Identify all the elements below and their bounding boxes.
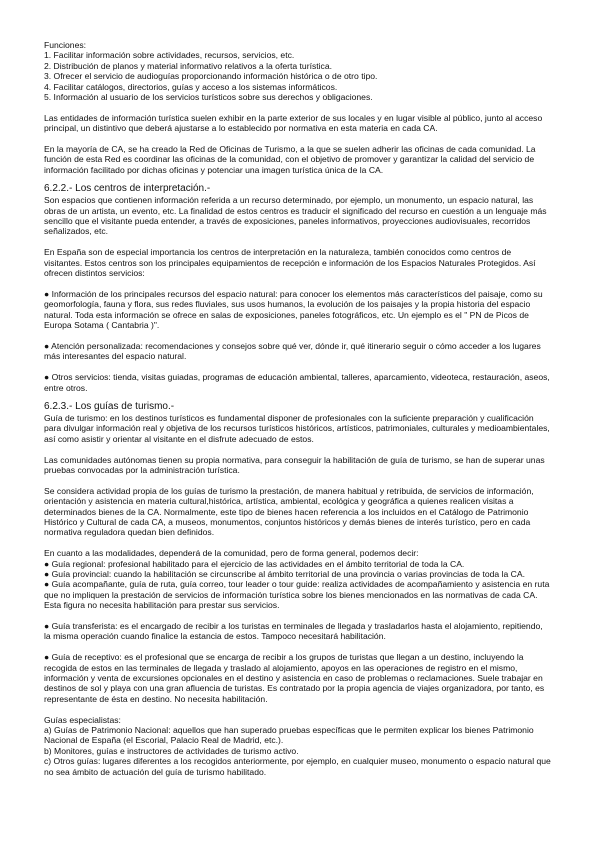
text-line: función de esta Red es coordinar las oficinas de la comunidad, con el objetivo de promover y garantizar la calidad del servicio de	[44, 154, 535, 165]
text-line: sencillo que el visitante pueda entender, a través de exposiciones, paneles informativos, proyecciones audiovisuales, recorridos	[44, 216, 531, 227]
section-heading-622: 6.2.2.- Los centros de interpretación.-	[44, 183, 211, 195]
text-line: Las comunidades autónomas tienen su propia normativa, para conseguir la habilitación de guía de turismo, se han de superar unas	[44, 454, 545, 465]
text-line: entre otros.	[44, 382, 88, 393]
funciones-block	[44, 40, 574, 102]
text-line: recogida de estos en las terminales de llegada y traslado al alojamiento, apoyos en las operaciones de registro en el mismo,	[44, 662, 518, 673]
list-item: 5. Información al usuario de los servicios turísticos sobre sus derechos y obligaciones.	[44, 92, 373, 103]
paragraph-centros-intro	[44, 195, 574, 237]
text-line: ofrecen distintos servicios:	[44, 268, 145, 279]
text-line: Esta figura no necesita habilitación para prestar sus servicios.	[44, 600, 280, 611]
text-line: Europa Sotama ( Cantabria )".	[44, 320, 160, 331]
text-line: b) Monitores, guías e instructores de actividades de turismo activo.	[44, 745, 299, 756]
text-line: destinos de sol y playa con una gran afluencia de turistas. Es contratado por la propia agencia de viajes organizadora, por tanto, es	[44, 683, 545, 694]
paragraph-modalidades	[44, 548, 574, 610]
text-line: En cuanto a las modalidades, dependerá de la comunidad, pero de forma general, podemos decir:	[44, 548, 419, 559]
text-line: determinados bienes de la CA. Normalmente, este tipo de bienes hacen referencia a los incluidos en el Catálogo de Patrimonio	[44, 506, 529, 517]
paragraph-especialistas	[44, 715, 574, 777]
text-line: información facilitado por dichas oficinas y potenciar una imagen turística única de la CA.	[44, 164, 384, 175]
text-line: Las entidades de información turística suelen exhibir en la parte exterior de sus locales y en lugar visible al público, junto al acceso	[44, 112, 543, 123]
paragraph-comunidades	[44, 455, 574, 476]
list-item: 1. Facilitar información sobre actividades, recursos, servicios, etc.	[44, 50, 295, 61]
text-line: no sea ámbito de actuación del guía de turismo habilitado.	[44, 766, 267, 777]
paragraph-espana	[44, 247, 574, 278]
text-line: ● Guía transferista: es el encargado de recibir a los turistas en terminales de llegada y trasladarlos hasta el alojamiento, repitiendo,	[44, 620, 543, 631]
section-heading-623: 6.2.3.- Los guías de turismo.-	[44, 400, 175, 412]
text-line: señalizados, etc.	[44, 226, 109, 237]
text-line: geomorfología, fauna y flora, sus redes fluviales, sus usos humanos, la evolución de los paisajes y la propia historia del espacio	[44, 299, 531, 310]
text-line: la misma operación cuando finalice la estancia de estos. Tampoco necesitará habilitación.	[44, 631, 386, 642]
text-line: ● Guía de receptivo: es el profesional que se encarga de recibir a los grupos de turistas que llegan a un destino, incluyendo la	[44, 652, 524, 663]
text-line: ● Guía acompañante, guía de ruta, guía correo, tour leader o tour guide: realiza actividades de acompañamiento y asistencia en ruta	[44, 579, 550, 590]
paragraph-guias-intro	[44, 413, 574, 444]
bullet-otros	[44, 372, 574, 393]
list-item: 4. Facilitar catálogos, directorios, guías y acceso a los sistemas informáticos.	[44, 81, 338, 92]
text-line: pruebas convocadas por la administración turística.	[44, 464, 240, 475]
text-line: que no impliquen la prestación de servicios de información turística sobre los bienes mencionados en las normativas de cada CA.	[44, 589, 538, 600]
text-line: Son espacios que contienen información referida a un recurso determinado, por ejemplo, un monumento, un espacio natural, las	[44, 195, 534, 206]
text-line: Guía de turismo: en los destinos turísticos es fundamental disponer de profesionales con la suficiente preparación y cualificación	[44, 412, 534, 423]
text-line: natural. Toda esta información se ofrece en salas de exposiciones, paneles fotográficos, etc. Un ejemplo es el " PN de Picos de	[44, 309, 529, 320]
text-line: información y venta de excursiones opcionales en el destino y asistencia en caso de problemas o reclamaciones. Suele trabajar en	[44, 672, 543, 683]
document-page	[44, 40, 574, 777]
text-line: más interesantes del espacio natural.	[44, 351, 187, 362]
text-line: ● Otros servicios: tienda, visitas guiadas, programas de educación ambiental, talleres, aparcamiento, videoteca, restauración, aseos,	[44, 372, 550, 383]
text-line: a) Guías de Patrimonio Nacional: aquellos que han superado pruebas específicas que le permiten explicar los bienes Patrimonio	[44, 725, 534, 735]
text-line: c) Otros guías: lugares diferentes a los recogidos anteriormente, por ejemplo, en cualquier museo, monumento o espacio natural que	[44, 756, 551, 767]
paragraph-actividad	[44, 486, 574, 538]
text-line: ● Información de los principales recursos del espacio natural: para conocer los elementos más característicos del paisaje, como su	[44, 288, 543, 299]
text-line: Se considera actividad propia de los guías de turismo la prestación, de manera habitual y retribuida, de servicios de información,	[44, 485, 534, 496]
bullet-atencion	[44, 341, 574, 362]
text-line: Guías especialistas:	[44, 714, 121, 725]
text-line: visitantes. Estos centros son los principales equipamientos de recepción e información de los Espacios Naturales Protegidos. Así	[44, 257, 536, 268]
list-item: 2. Distribución de planos y material informativo relativos a la oferta turística.	[44, 60, 333, 71]
text-line: normativa reguladora quedan bien definidos.	[44, 527, 215, 538]
text-line: principal, un distintivo que deberá ajustarse a lo establecido por normativa en esta materia en cada CA.	[44, 123, 438, 134]
bullet-receptivo	[44, 652, 574, 704]
text-line: ● Atención personalizada: recomendaciones y consejos sobre qué ver, dónde ir, qué itinerario seguir o cómo acceder a los lugares	[44, 340, 541, 351]
bullet-transferista	[44, 621, 574, 642]
paragraph-distintivo	[44, 113, 574, 134]
text-line: Nacional de España (el Escorial, Palacio Real de Madrid, etc.).	[44, 735, 284, 746]
text-line: Histórico y Cultural de cada CA, a museos, monumentos, conjuntos históricos y demás bienes de interés turístico, pero en cada	[44, 516, 531, 527]
text-line: representante de ésta en destino. No necesita habilitación.	[44, 693, 268, 704]
text-line: En la mayoría de CA, se ha creado la Red de Oficinas de Turismo, a la que se suelen adherir las oficinas de cada comunidad. La	[44, 144, 536, 155]
text-line: obras de un artista, un evento, etc. La finalidad de estos centros es traducir el significado del recurso en cuestión a un lenguaje más	[44, 205, 547, 216]
bullet-informacion	[44, 289, 574, 331]
list-item: 3. Ofrecer el servicio de audioguías proporcionando información histórica o de otro tipo.	[44, 71, 378, 82]
text-line: En España son de especial importancia los centros de interpretación en la naturaleza, también conocidos como centros de	[44, 247, 512, 258]
text-line: así como asistir y orientar al visitante en el disfrute adecuado de estos.	[44, 433, 314, 444]
funciones-title: Funciones:	[44, 40, 87, 50]
text-line: ● Guía regional: profesional habilitado para el ejercicio de las actividades en el ámbito territorial de toda la CA.	[44, 558, 465, 569]
text-line: para divulgar información real y objetiva de los recursos turísticos históricos, artísticos, patrimoniales, culturales y medioambientales,	[44, 423, 550, 434]
text-line: orientación y asistencia en materia cultural,histórica, artística, ambiental, ecológica y geográfica a quienes realicen visitas a	[44, 496, 514, 507]
paragraph-red-oficinas	[44, 144, 574, 175]
text-line: ● Guía provincial: cuando la habilitación se circunscribe al ámbito territorial de una provincia o varias provincias de toda la CA.	[44, 568, 525, 579]
